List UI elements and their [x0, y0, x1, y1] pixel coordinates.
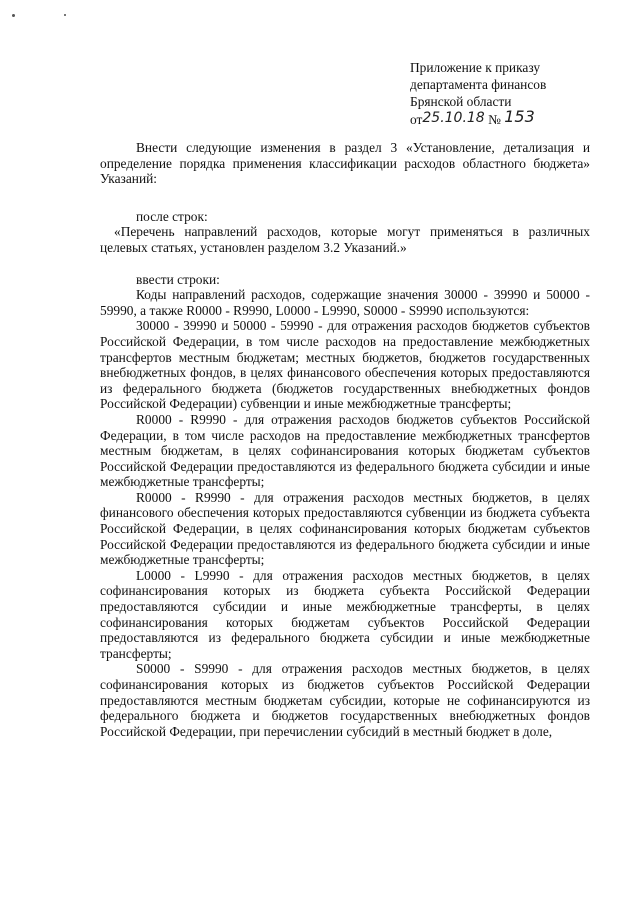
header-line: Брянской области: [410, 94, 512, 109]
paragraph: S0000 - S9990 - для отражения расходов местных бюджетов, в целях софинансирования которых из бюджетов субъектов Российской Федерации предоставляются местным бюджетам субсидии, которые не софинансируются из федерального бюджета и бюджетов государственных внебюджетных фондов Российской Федерации, при перечислении субсидий в местный бюджет в доле,: [100, 661, 590, 739]
scan-speck: [12, 14, 15, 17]
paragraph: R0000 - R9990 - для отражения расходов местных бюджетов, в целях финансового обеспечения которых предоставляются субвенции из бюджета субъекта Российской Федерации, в целях софинансирования которых бюджетам субъектов Российской Федерации предоставляются из федерального бюджета субсидии и иные межбюджетные трансферты;: [100, 489, 590, 568]
document-body: [100, 140, 590, 739]
handwritten-number: 153: [504, 107, 535, 126]
header-line: департамента финансов: [410, 77, 547, 92]
intro-paragraph: Внести следующие изменения в раздел 3 «Установление, детализация и определение порядка применения классификации расходов областного бюджета» Указаний:: [100, 140, 590, 187]
paragraph: 30000 - 39990 и 50000 - 59990 - для отражения расходов бюджетов субъектов Российской Федерации, в том числе расходов на предоставление межбюджетных трансфертов местным бюджетам; местных бюджетов, бюджетов государственных внебюджетных фондов, в целях финансового обеспечения которых предоставляются из федерального бюджета (бюджетов государственных внебюджетных фондов Российской Федерации) субвенции и иные межбюджетные трансферты;: [100, 318, 590, 412]
after-label: после строк:: [136, 208, 208, 224]
date-prefix: от: [410, 112, 423, 127]
document-header: [410, 59, 625, 129]
handwritten-date: 25.10.18: [422, 110, 485, 126]
paragraph: Коды направлений расходов, содержащие значения 30000 - 39990 и 50000 - 59990, а также R0000 - R9990, L0000 - L9990, S0000 - S9990 используются:: [100, 287, 590, 318]
paragraph: R0000 - R9990 - для отражения расходов бюджетов субъектов Российской Федерации, в том числе расходов на предоставление межбюджетных трансфертов местным бюджетам, в целях софинансирования которых бюджетам субъектов Российской Федерации предоставляются из федерального бюджета субсидии и иные межбюджетные трансферты;: [100, 411, 590, 490]
insert-label: ввести строки:: [136, 271, 220, 287]
quoted-text: «Перечень направлений расходов, которые могут применяться в различных целевых статьях, установлен разделом 3.2 Указаний.»: [100, 224, 590, 255]
header-date-line: [410, 107, 625, 129]
paragraph: L0000 - L9990 - для отражения расходов местных бюджетов, в целях софинансирования которых из бюджета субъекта Российской Федерации предоставляются субсидии и иные межбюджетные трансферты, в целях софинансирования которых бюджетам субъектов Российской Федерации предоставляются из федерального бюджета субсидии и иные межбюджетные трансферты;: [100, 567, 590, 661]
header-line: Приложение к приказу: [410, 60, 541, 75]
number-prefix: №: [488, 112, 501, 127]
scan-speck: [64, 14, 66, 16]
